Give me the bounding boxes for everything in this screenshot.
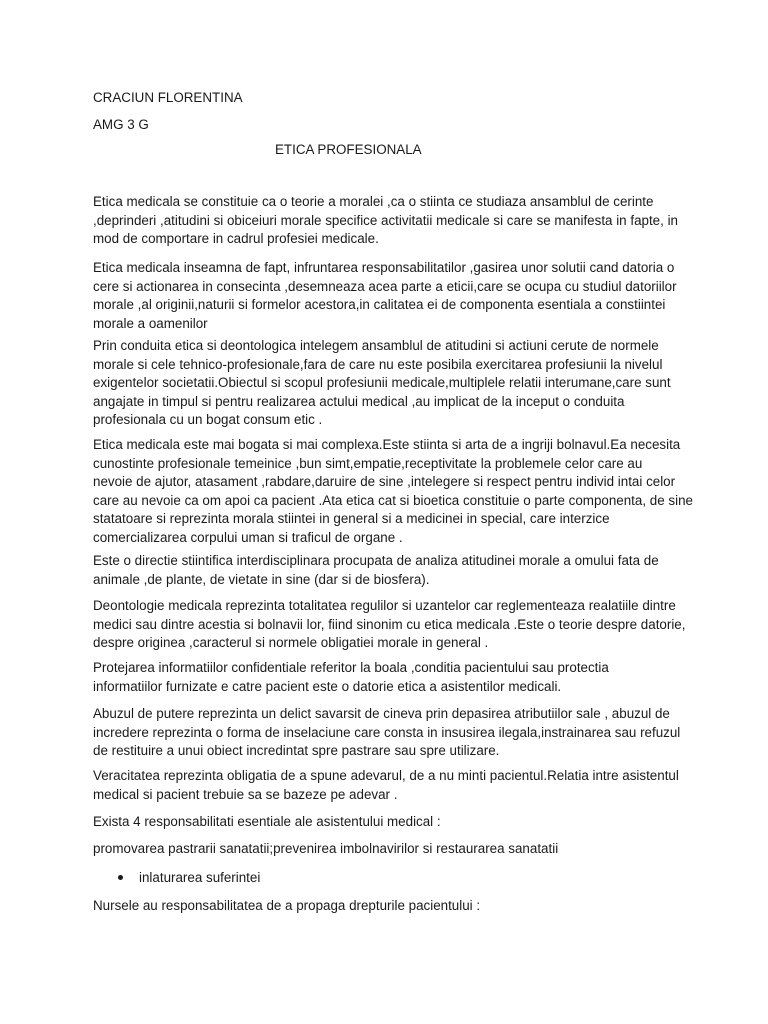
paragraph [93, 436, 693, 548]
text-line: informatiilor furnizate e catre pacient este o datorie etica a asistentilor medicali. [93, 678, 562, 694]
paragraph [93, 897, 683, 916]
list-item [118, 869, 260, 887]
text-line: incredere reprezinta o forma de inselaciune care consta in insusirea ilegala,instrainarea sau refuzul [93, 724, 681, 740]
text-line: animale ,de plante, de vietate in sine (dar si de biosfera). [93, 571, 430, 587]
paragraph [93, 705, 683, 761]
text-line: morale ,al originii,naturii si formelor acestora,in calitatea ei de componenta esentiala a constiintei [93, 297, 666, 313]
text-line: de restituire a unui obiect incredintat spre pastrare sau spre utilizare. [93, 743, 500, 759]
paragraph [93, 813, 683, 832]
text-line: morale si cele tehnico-profesionale,fara de care nu este posibila exercitarea profesiunii la nivelul [93, 356, 663, 372]
text-line: Nursele au responsabilitatea de a propaga drepturile pacientului : [93, 898, 481, 913]
text-line: Este o directie stiintifica interdisciplinara procupata de analiza atitudinei morale a omului fata de [93, 553, 659, 568]
text-line: Abuzul de putere reprezinta un delict savarsit de cineva prin depasirea atributiilor sale , abuzul de [93, 706, 670, 721]
text-line: angajate in timpul si pentru realizarea actului medical ,au implicat de la inceput o conduita [93, 393, 625, 409]
text-line: Veracitatea reprezinta obligatia de a spune adevarul, de a nu minti pacientul.Relatia intre asistentul [93, 768, 679, 783]
text-line: despre originea ,caracterul si normele obligatiei morale in general . [93, 635, 489, 651]
paragraph [93, 840, 683, 859]
bullet-icon [118, 875, 123, 880]
text-line: Exista 4 responsabilitati esentiale ale asistentului medical : [93, 814, 441, 829]
text-line: Prin conduita etica si deontologica intelegem ansamblul de atitudini si actiuni cerute de normele [93, 338, 659, 353]
text-line: ,deprinderi ,atitudini si obiceiuri morale specifice activitatii medicale si care se manifesta in fapte, in [93, 212, 678, 228]
text-line: medici sau dintre acestia si bolnavii lor, fiind sinonim cu etica medicala .Este o teorie despre datorie, [93, 616, 686, 632]
text-line: cere si actionarea in consecinta ,desemneaza acea parte a eticii,care se ocupa cu studiul datoriilor [93, 278, 677, 294]
paragraph [93, 193, 683, 249]
document-title: ETICA PROFESIONALA [275, 142, 422, 157]
text-line: nevoie de ajutor, atasament ,rabdare,daruire de sine ,intelegere si respect pentru individ intai celor [93, 474, 676, 490]
text-line: Protejarea informatiilor confidentiale referitor la boala ,conditia pacientului sau protectia [93, 660, 609, 675]
text-line: Etica medicala se constituie ca o teorie a moralei ,ca o stiinta ce studiaza ansamblul de cerinte [93, 194, 654, 209]
group-label: AMG 3 G [93, 117, 149, 132]
paragraph [93, 597, 686, 653]
text-line: statatoare si reprezinta morala stiintei in general si a medicinei in special, care interzice [93, 511, 610, 527]
list-item-label: inlaturarea suferintei [139, 870, 261, 885]
paragraph [93, 767, 683, 804]
text-line: medical si pacient trebuie sa se bazeze pe adevar . [93, 786, 398, 802]
paragraph [93, 259, 683, 333]
paragraph [93, 659, 683, 696]
text-line: care au nevoie ca om apoi ca pacient .Ata etica cat si bioetica constituie o parte componenta, de sine [93, 492, 693, 508]
author-name: CRACIUN FLORENTINA [93, 90, 243, 105]
text-line: profesionala cu un bogat consum etic . [93, 412, 323, 428]
text-line: Etica medicala inseamna de fapt, infruntarea responsabilitatilor ,gasirea unor solutii cand datoria o [93, 260, 675, 275]
text-line: exigentelor societatii.Obiectul si scopul profesiunii medicale,multiplele relatii interumane,care sunt [93, 375, 671, 391]
text-line: Etica medicala este mai bogata si mai complexa.Este stiinta si arta de a ingriji bolnavul.Ea necesita [93, 437, 681, 452]
text-line: Deontologie medicala reprezinta totalitatea regulilor si uzantelor car reglementeaza realatiile dintre [93, 598, 676, 613]
text-line: morale a oamenilor [93, 315, 208, 331]
text-line: promovarea pastrarii sanatatii;prevenirea imbolnavirilor si restaurarea sanatatii [93, 841, 559, 856]
text-line: cunostinte profesionale temeinice ,bun simt,empatie,receptivitate la problemele celor care au [93, 455, 643, 471]
paragraph [93, 337, 683, 430]
paragraph [93, 552, 683, 589]
text-line: comercializarea corpului uman si traficul de organe . [93, 529, 403, 545]
text-line: mod de comportare in cadrul profesiei medicale. [93, 231, 379, 247]
